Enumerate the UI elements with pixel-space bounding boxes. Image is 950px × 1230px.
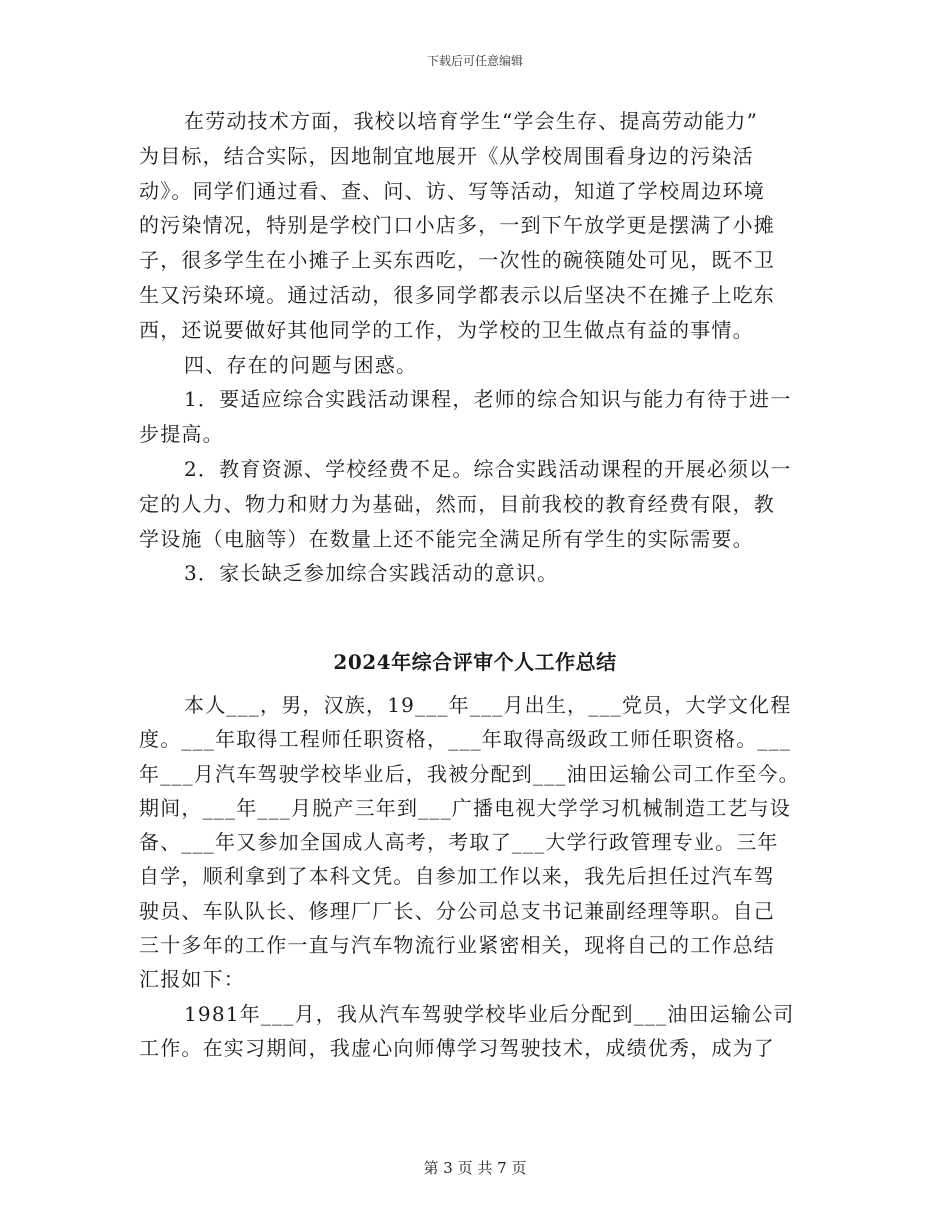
paragraph-line: 自学，顺利拿到了本科文凭。自参加工作以来，我先后担任过汽车驾	[139, 864, 775, 889]
paragraph-line: 3．家长缺乏参加综合实践活动的意识。	[184, 561, 559, 586]
paragraph-line: 定的人力、物力和财力为基础，然而，目前我校的教育经费有限，教	[139, 491, 775, 516]
document-title: 2024年综合评审个人工作总结	[333, 650, 617, 674]
section-personal-summary	[139, 688, 809, 1065]
paragraph-line: 度。___年取得工程师任职资格，___年取得高级政工师任职资格。___	[139, 727, 791, 752]
page-header: 下载后可任意编辑	[426, 54, 523, 68]
paragraph-line: 本人___，男，汉族，19___年___月出生，___党员，大学文化程	[184, 693, 792, 717]
section-heading: 四、存在的问题与困惑。	[184, 352, 418, 377]
paragraph-line: 期间，___年___月脱产三年到___广播电视大学学习机械制造工艺与设	[139, 795, 791, 820]
paragraph-line: 步提高。	[139, 422, 224, 447]
paragraph-line: 三十多年的工作一直与汽车物流行业紧密相关，现将自己的工作总结	[139, 933, 775, 958]
paragraph-line: 2．教育资源、学校经费不足。综合实践活动课程的开展必须以一	[184, 456, 792, 481]
paragraph-line: 备、___年又参加全国成人高考，考取了___大学行政管理专业。三年	[139, 830, 779, 855]
paragraph-line: 生又污染环境。通过活动，很多同学都表示以后坚决不在摊子上吃东	[139, 282, 775, 307]
paragraph-line: 为目标，结合实际，因地制宜地展开《从学校周围看身边的污染活	[139, 143, 754, 168]
paragraph-line: 学设施（电脑等）在数量上还不能完全满足所有学生的实际需要。	[139, 526, 754, 551]
paragraph-line: 在劳动技术方面，我校以培育学生“学会生存、提高劳动能力”	[184, 109, 759, 133]
paragraph-line: 1981年___月，我从汽车驾驶学校毕业后分配到___油田运输公司	[184, 1001, 795, 1026]
page-footer: 第 3 页 共 7 页	[423, 1159, 527, 1177]
paragraph-line: 驶员、车队队长、修理厂厂长、分公司总支书记兼副经理等职。自己	[139, 898, 775, 923]
paragraph-line: 年___月汽车驾驶学校毕业后，我被分配到___油田运输公司工作至今。	[139, 761, 800, 786]
paragraph-line: 的污染情况，特别是学校门口小店多，一到下午放学更是摆满了小摊	[139, 213, 775, 238]
paragraph-line: 工作。在实习期间，我虚心向师傅学习驾驶技术，成绩优秀，成为了	[139, 1035, 775, 1060]
paragraph-line: 西，还说要做好其他同学的工作，为学校的卫生做点有益的事情。	[139, 317, 754, 342]
paragraph-line: 子，很多学生在小摊子上买东西吃，一次性的碗筷随处可见，既不卫	[139, 248, 775, 273]
section-labor-and-problems	[139, 104, 809, 591]
paragraph-line: 1．要适应综合实践活动课程，老师的综合知识与能力有待于进一	[184, 387, 792, 412]
paragraph-line: 汇报如下：	[139, 967, 245, 992]
paragraph-line: 动》。同学们通过看、查、问、访、写等活动，知道了学校周边环境	[139, 178, 765, 203]
